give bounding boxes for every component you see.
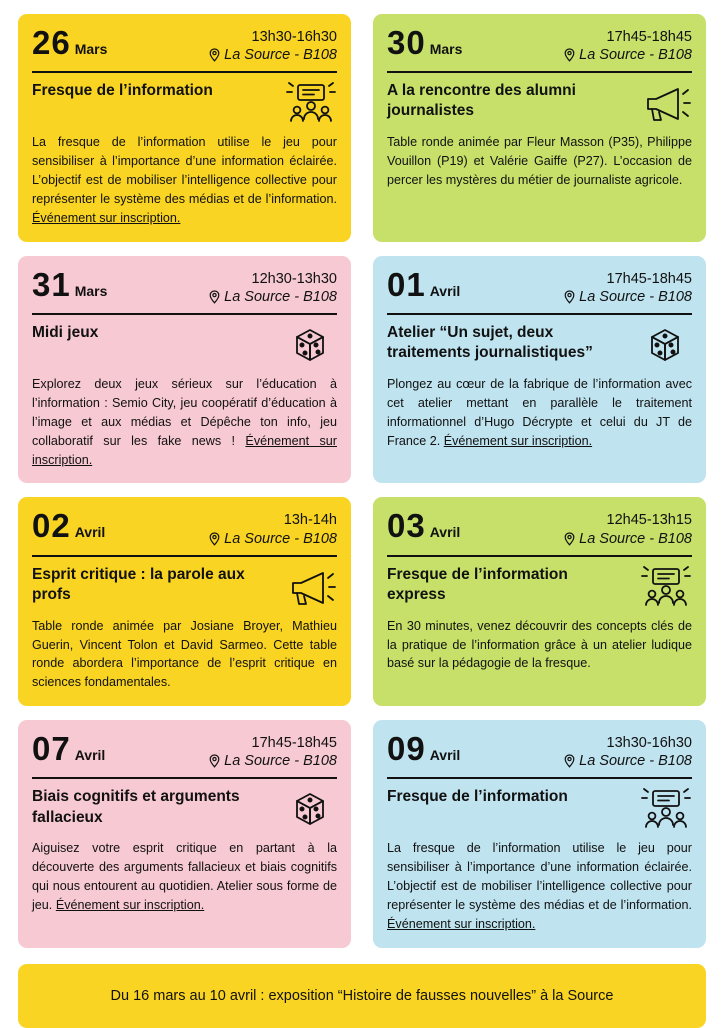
location-pin-icon <box>209 754 220 768</box>
event-place-label: La Source - B108 <box>224 530 337 547</box>
divider <box>32 313 337 315</box>
event-day: 01 <box>387 265 426 303</box>
event-description <box>387 839 692 933</box>
event-month: Avril <box>429 282 461 299</box>
event-title: A la rencontre des alumni journalistes <box>387 82 576 120</box>
event-place-label: La Source - B108 <box>579 753 692 770</box>
event-description-text: Table ronde animée par Josiane Broyer, Mathieu Guerin, Vincent Tolon et David Sarmeo. Cette table ronde abordera l’importance de l’esprit critique en sciences fondamentales. <box>32 618 337 690</box>
divider <box>32 71 337 73</box>
event-title: Esprit critique : la parole aux profs <box>32 565 245 603</box>
event-place <box>209 530 337 548</box>
event-card <box>18 720 351 948</box>
event-registration-link[interactable]: Événement sur inscription. <box>55 898 205 913</box>
event-card-grid <box>18 14 706 948</box>
event-place <box>564 752 692 770</box>
event-month: Mars <box>74 282 108 299</box>
event-time: 13h-14h <box>283 512 337 529</box>
card-header <box>32 26 337 64</box>
card-body <box>387 323 692 367</box>
event-place <box>209 288 337 306</box>
event-title: Fresque de l’information express <box>387 565 568 603</box>
card-body <box>32 81 337 125</box>
event-date <box>387 730 461 768</box>
event-meta <box>209 26 337 64</box>
event-date <box>387 507 461 545</box>
workshop-group-icon <box>640 565 692 609</box>
event-description <box>32 375 337 469</box>
card-header <box>32 732 337 770</box>
event-place <box>209 752 337 770</box>
event-time: 12h30-13h30 <box>251 270 337 287</box>
event-card <box>373 497 706 706</box>
event-meta <box>209 509 337 547</box>
event-day: 03 <box>387 507 426 545</box>
event-place-label: La Source - B108 <box>579 530 692 547</box>
location-pin-icon <box>564 532 575 546</box>
event-card <box>373 14 706 242</box>
location-pin-icon <box>564 754 575 768</box>
event-card <box>373 256 706 484</box>
event-place <box>564 530 692 548</box>
event-day: 30 <box>387 24 426 61</box>
event-place-label: La Source - B108 <box>579 288 692 305</box>
event-description <box>32 133 337 227</box>
event-place-label: La Source - B108 <box>224 47 337 64</box>
event-place <box>209 46 337 64</box>
event-time: 17h45-18h45 <box>251 735 337 752</box>
card-header <box>387 509 692 547</box>
event-description-text: Plongez au cœur de la fabrique de l’information avec cet atelier mettant en parallèle le traitement informationnel d’Hugo Décrypte et celui du JT de France 2. <box>387 376 692 448</box>
location-pin-icon <box>564 290 575 304</box>
event-time: 13h30-16h30 <box>251 29 337 45</box>
event-description-text: En 30 minutes, venez découvrir des concepts clés de la pratique de l’information grâce à un atelier ludique basé sur la pédagogie de la fresque. <box>387 618 692 671</box>
card-body <box>387 81 692 125</box>
event-place-label: La Source - B108 <box>579 47 692 64</box>
event-title: Atelier “Un sujet, deux traitements journalistiques” <box>387 323 593 362</box>
event-description <box>32 617 337 693</box>
event-description-text: La fresque de l’information utilise le jeu pour sensibiliser à l’importance d’une information éclairée. L’objectif est de mobiliser l’intelligence collective pour représenter le système des médias et de l’information. <box>387 841 692 913</box>
workshop-group-icon <box>285 81 337 125</box>
divider <box>387 71 692 73</box>
event-meta <box>564 26 692 64</box>
location-pin-icon <box>209 48 220 62</box>
event-description-text: Aiguisez votre esprit critique en partant à la découverte des arguments fallacieux et biais cognitifs qui nous entourent au quotidien. Atelier sous forme de jeu. <box>32 841 337 913</box>
event-date <box>32 26 107 59</box>
event-place-label: La Source - B108 <box>224 288 337 305</box>
event-card <box>373 720 706 948</box>
event-description-text: Explorez deux jeux sérieux sur l’éducation à l’information : Semio City, jeu coopératif d’éducation à l’image et aux médias et Dépêche ton info, jeu collaboratif sur les fake news ! <box>32 376 337 448</box>
event-description-text: La fresque de l’information utilise le jeu pour sensibiliser à l’importance d’une information éclairée. L’objectif est de mobiliser l’intelligence collective pour représenter le système des médias et de l’information. <box>32 135 337 206</box>
event-time: 12h45-13h15 <box>606 512 692 529</box>
event-description <box>387 617 692 674</box>
card-body <box>387 565 692 609</box>
event-day: 31 <box>32 265 71 303</box>
event-description-text: Table ronde animée par Fleur Masson (P35), Philippe Vouillon (P19) et Valérie Gaiffe (P27). L’occasion de percer les mystères du métier de journaliste agricole. <box>387 135 692 188</box>
event-time: 13h30-16h30 <box>606 735 692 752</box>
divider <box>387 313 692 315</box>
card-header <box>387 265 692 306</box>
card-header <box>387 26 692 64</box>
event-place <box>564 288 692 306</box>
event-title: Fresque de l’information <box>32 82 213 100</box>
event-title: Midi jeux <box>32 323 99 341</box>
footer-text: Du 16 mars au 10 avril : exposition “Histoire de fausses nouvelles” à la Source <box>110 987 614 1004</box>
event-place <box>564 46 692 64</box>
card-body <box>387 787 692 831</box>
event-date <box>387 265 461 303</box>
dice-icon <box>285 323 337 367</box>
location-pin-icon <box>209 290 220 304</box>
workshop-group-icon <box>640 787 692 831</box>
event-registration-link[interactable]: Événement sur inscription. <box>32 210 181 225</box>
event-date <box>32 265 108 303</box>
event-meta <box>564 732 692 770</box>
event-day: 09 <box>387 730 426 768</box>
event-time: 17h45-18h45 <box>606 270 692 287</box>
event-meta <box>564 268 692 306</box>
event-day: 26 <box>32 24 71 61</box>
event-description <box>387 375 692 451</box>
event-month: Avril <box>74 524 106 541</box>
dice-icon <box>285 787 337 831</box>
divider <box>387 555 692 557</box>
event-date <box>387 26 462 59</box>
event-card <box>18 256 351 484</box>
event-registration-link[interactable]: Événement sur inscription. <box>32 433 337 467</box>
event-card <box>18 497 351 706</box>
event-month: Avril <box>429 524 461 541</box>
card-body <box>32 323 337 367</box>
location-pin-icon <box>564 48 575 62</box>
card-header <box>387 732 692 770</box>
event-description <box>387 133 692 190</box>
divider <box>387 777 692 779</box>
event-month: Avril <box>429 747 461 764</box>
event-meta <box>209 268 337 306</box>
event-day: 02 <box>32 507 71 545</box>
event-date <box>32 730 106 768</box>
megaphone-icon <box>640 81 692 125</box>
event-title: Biais cognitifs et arguments fallacieux <box>32 788 240 826</box>
event-place-label: La Source - B108 <box>224 753 337 770</box>
event-registration-link[interactable]: Événement sur inscription. <box>443 433 593 448</box>
card-body <box>32 787 337 831</box>
event-title: Fresque de l’information <box>387 788 568 806</box>
event-description <box>32 839 337 915</box>
location-pin-icon <box>209 532 220 546</box>
event-time: 17h45-18h45 <box>606 29 692 45</box>
event-meta <box>564 509 692 547</box>
card-body <box>32 565 337 609</box>
footer-banner <box>18 964 706 1028</box>
event-registration-link[interactable]: Événement sur inscription. <box>387 917 536 932</box>
card-header <box>32 509 337 547</box>
event-date <box>32 507 106 545</box>
divider <box>32 777 337 779</box>
event-meta <box>209 732 337 770</box>
divider <box>32 555 337 557</box>
card-header <box>32 265 337 306</box>
event-month: Avril <box>74 747 106 764</box>
event-day: 07 <box>32 730 71 768</box>
event-card <box>18 14 351 242</box>
dice-icon <box>640 323 692 367</box>
event-month: Mars <box>429 41 463 57</box>
event-month: Mars <box>74 41 108 57</box>
megaphone-icon <box>285 565 337 609</box>
